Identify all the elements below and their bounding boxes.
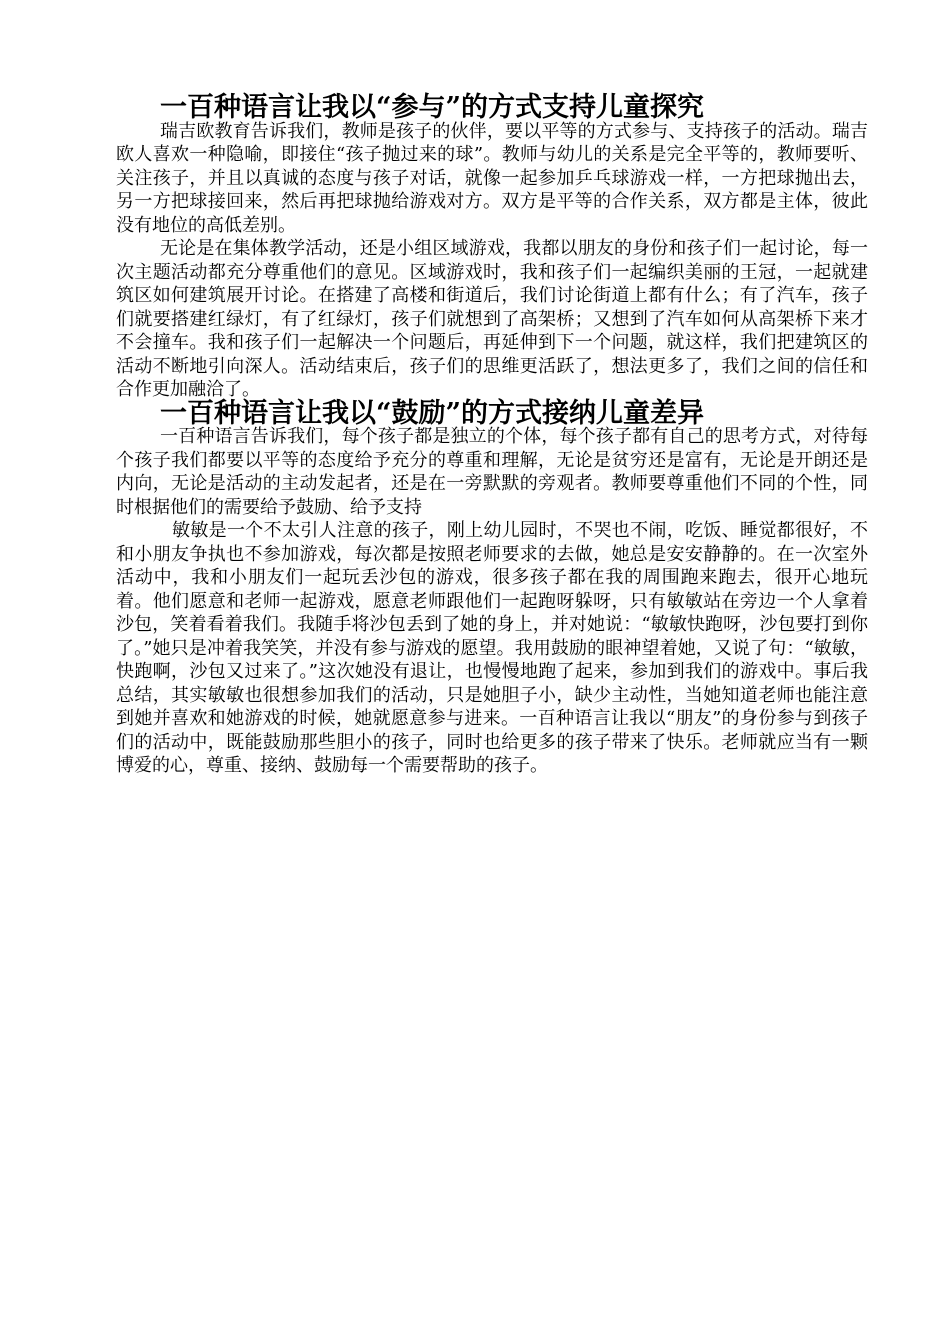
- section-heading-encouragement: 一百种语言让我以“鼓励”的方式接纳儿童差异: [160, 397, 705, 429]
- paragraph-respect-individuality: 一百种语言告诉我们，每个孩子都是独立的个体，每个孩子都有自己的思考方式，对待每个孩子我们都要以平等的态度给予充分的尊重和理解，无论是贫穷还是富有，无论是开朗还是内向，无论是活动的主动发起者，还是在一旁默默的旁观者。教师要尊重他们不同的个性，同时根据他们的需要给予鼓励、给予支持: [116, 426, 868, 518]
- paragraph-building-area-activity: 无论是在集体教学活动，还是小组区域游戏，我都以朋友的身份和孩子们一起讨论，每一次主题活动都充分尊重他们的意见。区域游戏时，我和孩子们一起编织美丽的王冠，一起就建筑区如何建筑展开讨论。在搭建了高楼和街道后，我们讨论街道上都有什么；有了汽车，孩子们就要搭建红绿灯，有了红绿灯，孩子们就想到了高架桥；又想到了汽车如何从高架桥下来才不会撞车。我和孩子们一起解决一个问题后，再延伸到下一个问题，就这样，我们把建筑区的活动不断地引向深人。活动结束后，孩子们的思维更活跃了，想法更多了，我们之间的信任和合作更加融洽了。: [116, 238, 868, 400]
- paragraph-reggio-partnership: 瑞吉欧教育告诉我们，教师是孩子的伙伴，要以平等的方式参与、支持孩子的活动。瑞吉欧人喜欢一种隐喻，即接住“孩子抛过来的球”。教师与幼儿的关系是完全平等的，教师要听、关注孩子，并且以真诚的态度与孩子对话，就像一起参加乒乓球游戏一样，一方把球抛出去，另一方把球接回来，然后再把球抛给游戏对方。双方是平等的合作关系，双方都是主体，彼此没有地位的高低差别。: [116, 120, 868, 236]
- section-heading-participation: 一百种语言让我以“参与”的方式支持儿童探究: [160, 92, 705, 123]
- document-page: [116, 92, 868, 778]
- paragraph-minmin-story: 敏敏是一个不太引人注意的孩子，刚上幼儿园时，不哭也不闹，吃饭、睡觉都很好，不和小朋友争执也不参加游戏，每次都是按照老师要求的去做，她总是安安静静的。在一次室外活动中，我和小朋友们一起玩丢沙包的游戏，很多孩子都在我的周围跑来跑去，很开心地玩着。他们愿意和老师一起游戏，愿意老师跟他们一起跑呀躲呀，只有敏敏站在旁边一个人拿着沙包，笑着看着我们。我随手将沙包丢到了她的身上，并对她说：“敏敏快跑呀，沙包要打到你了。”她只是冲着我笑笑，并没有参与游戏的愿望。我用鼓励的眼神望着她，又说了句：“敏敏，快跑啊，沙包又过来了。”这次她没有退让，也慢慢地跑了起来，参加到我们的游戏中。事后我总结，其实敏敏也很想参加我们的活动，只是她胆子小，缺少主动性，当她知道老师也能注意到她并喜欢和她游戏的时候，她就愿意参与进来。一百种语言让我以“朋友”的身份参与到孩子们的活动中，既能鼓励那些胆小的孩子，同时也给更多的孩子带来了快乐。老师就应当有一颗博爱的心，尊重、接纳、鼓励每一个需要帮助的孩子。: [116, 520, 868, 776]
